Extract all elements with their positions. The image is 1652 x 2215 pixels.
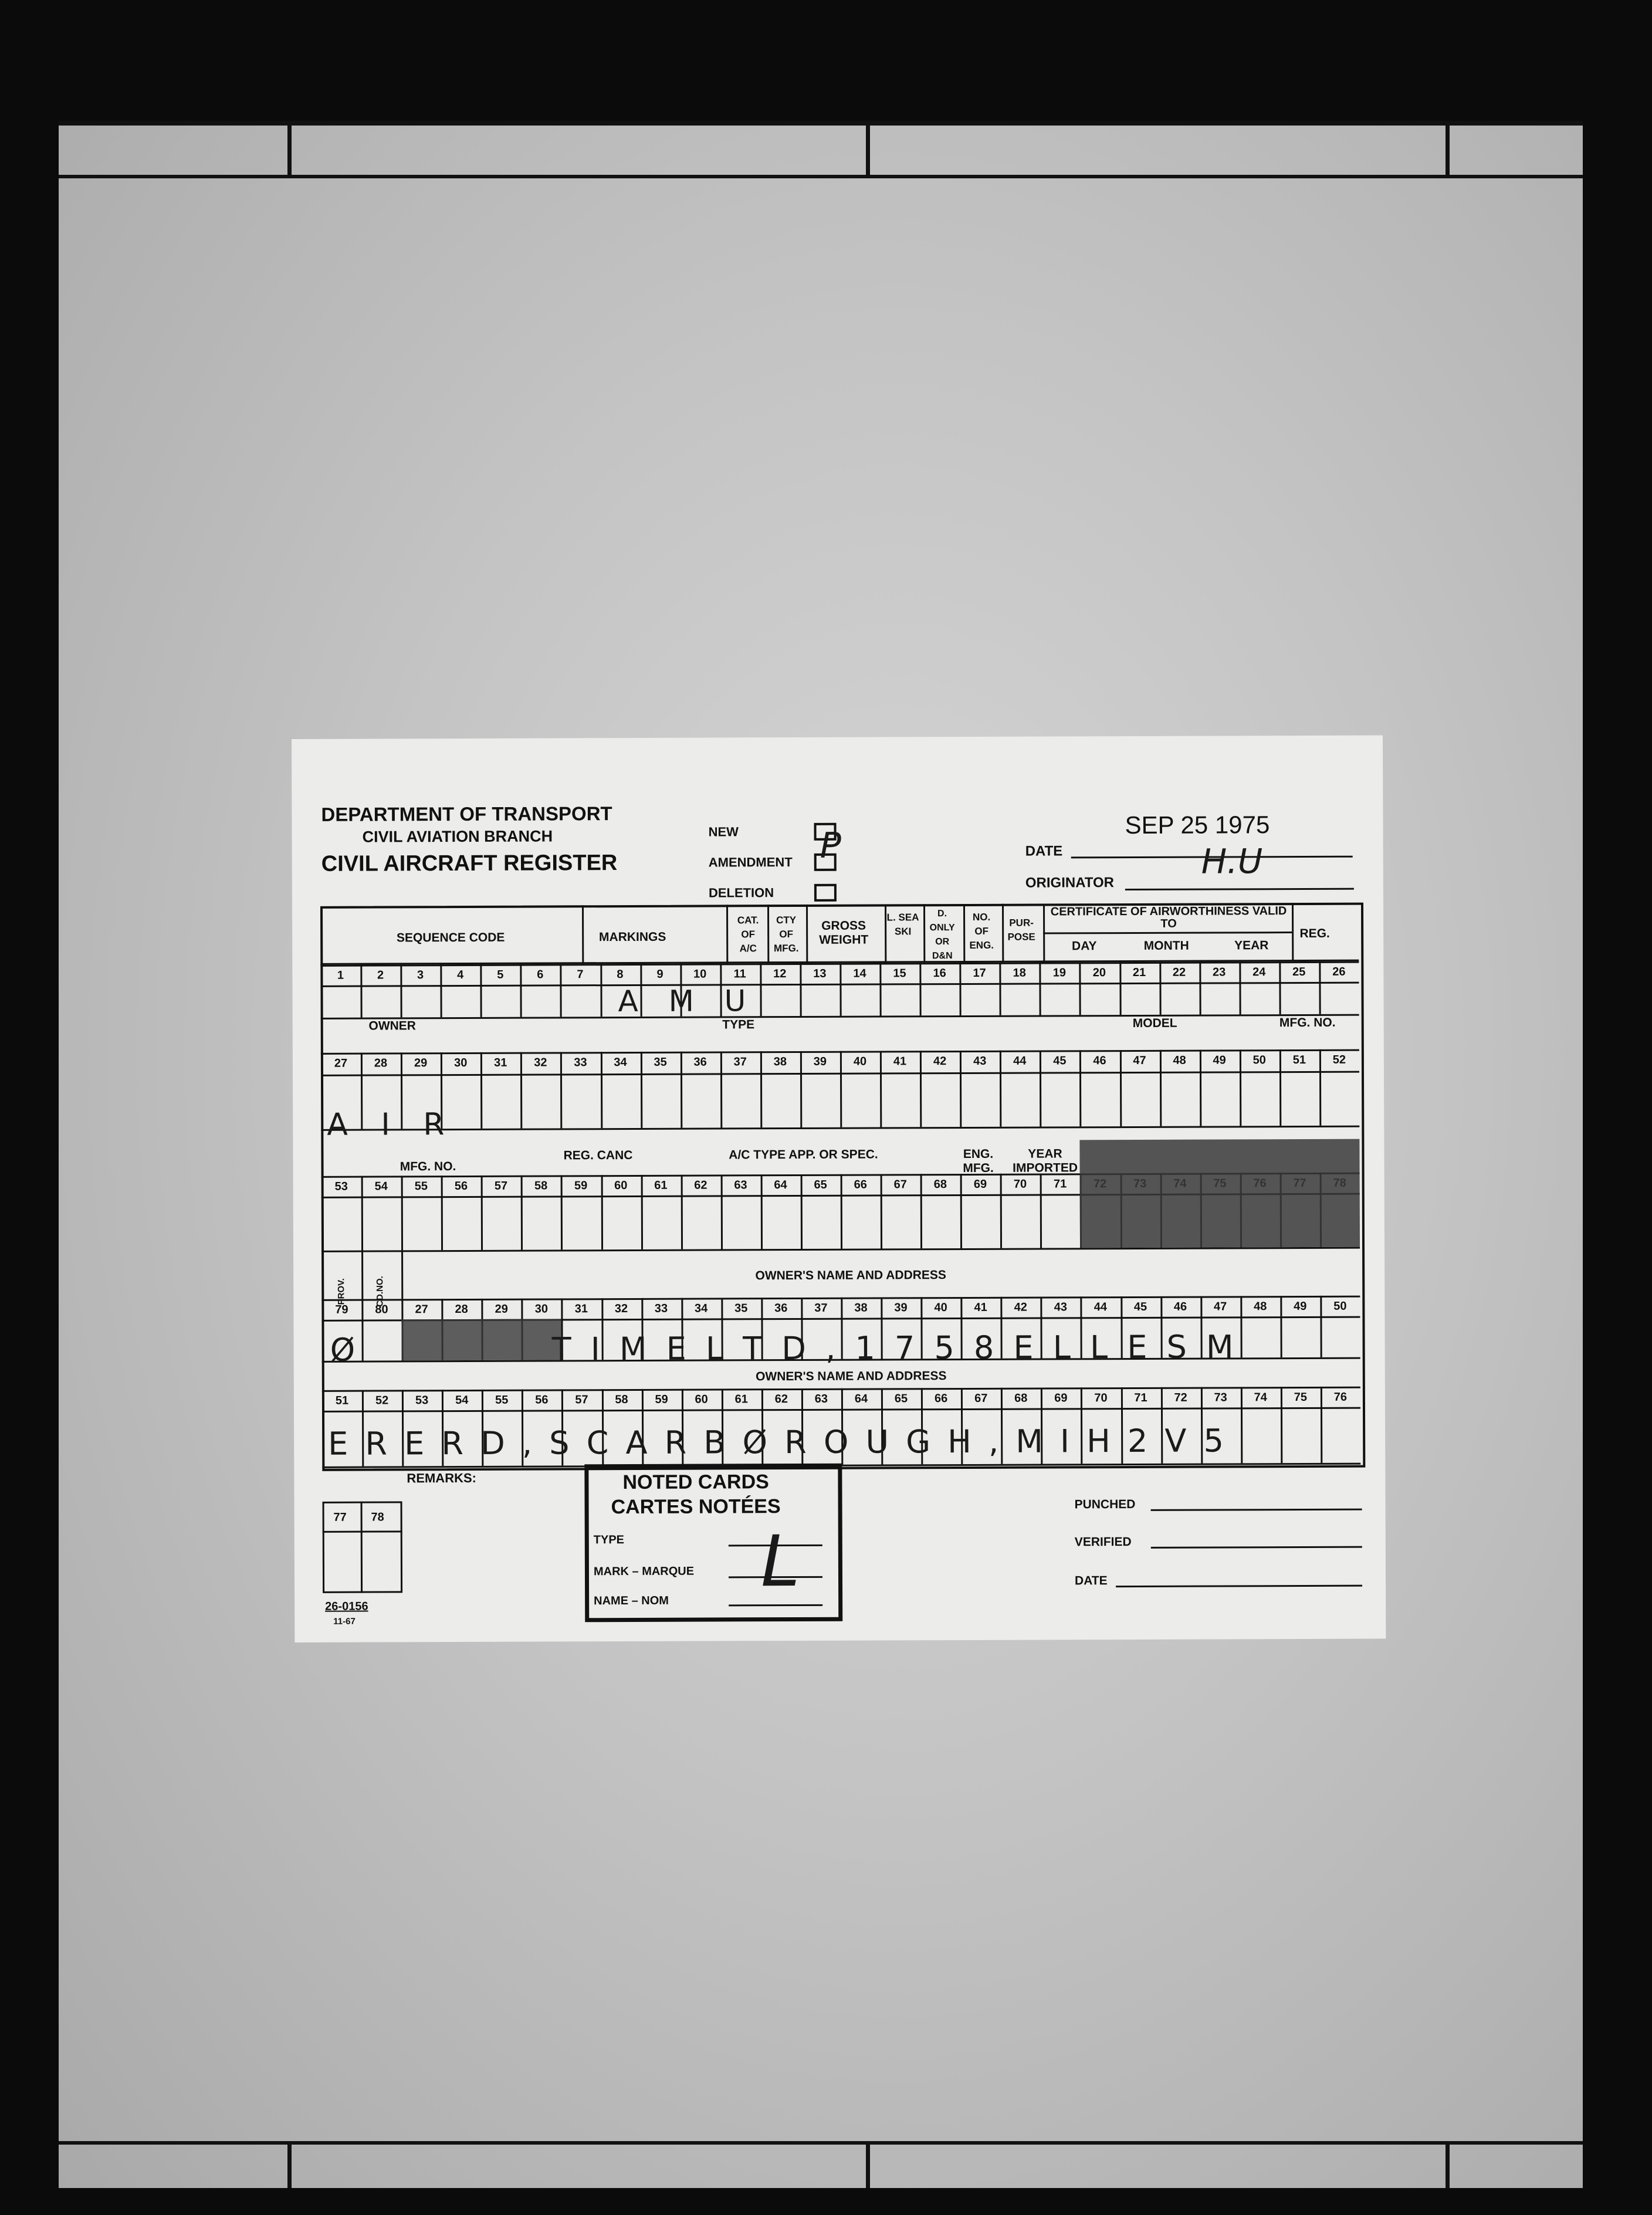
d-only-header: D. ONLY OR D&N <box>929 909 955 961</box>
cell-divider <box>801 1174 803 1249</box>
column-number: 70 <box>1094 1391 1108 1405</box>
owners-name-header: OWNER'S NAME AND ADDRESS <box>755 1268 946 1283</box>
cell-divider <box>480 1052 482 1129</box>
owner-header: OWNER <box>368 1019 416 1033</box>
column-number: 66 <box>934 1392 948 1405</box>
column-number: 39 <box>813 1055 827 1068</box>
column-number: 35 <box>734 1302 748 1315</box>
purpose-header: PUR- POSE <box>1007 917 1035 943</box>
column-number: 43 <box>1054 1300 1067 1314</box>
column-number: 2 <box>377 968 384 982</box>
column-number: 63 <box>814 1392 828 1405</box>
cell-divider <box>960 1174 962 1248</box>
stamp-title-1: NOTED CARDS <box>622 1471 769 1494</box>
reg-header: REG. <box>1299 926 1330 941</box>
cell-divider <box>800 963 801 1016</box>
cell-divider <box>841 1174 842 1249</box>
date-value: SEP 25 1975 <box>1125 811 1270 839</box>
cell-divider <box>641 1175 642 1249</box>
column-number: 4 <box>457 968 464 982</box>
column-number: 7 <box>577 968 584 981</box>
cell-divider <box>1000 963 1001 1015</box>
no-eng-header: NO. OF ENG. <box>969 911 994 951</box>
cell-divider <box>1319 961 1321 1014</box>
column-number: 22 <box>1172 966 1186 979</box>
day-header: DAY <box>1071 939 1097 953</box>
stamp-type-label: TYPE <box>593 1533 625 1547</box>
column-number: 25 <box>1292 965 1306 979</box>
column-number: 11 <box>733 967 746 981</box>
eng-mfg-header: ENG. MFG. <box>963 1147 994 1176</box>
stamp-initials: L <box>760 1520 801 1603</box>
column-number: 73 <box>1214 1391 1227 1404</box>
prov-value: Ø <box>330 1331 356 1369</box>
column-number: 3 <box>417 968 424 982</box>
cell-divider <box>441 964 442 1017</box>
shaded-block <box>1080 1139 1360 1248</box>
name-value: T I M E L T D , 1 7 5 8 E L L E S M <box>551 1328 1238 1368</box>
column-number: 60 <box>614 1179 628 1193</box>
column-number: 42 <box>1014 1300 1027 1314</box>
column-number: 65 <box>814 1178 827 1191</box>
column-number: 64 <box>854 1392 868 1405</box>
date-label: DATE <box>1025 843 1063 859</box>
cell-divider <box>360 965 362 1018</box>
column-number: 14 <box>853 967 866 980</box>
column-number: 71 <box>1134 1391 1147 1404</box>
cell-divider <box>520 964 522 1017</box>
column-number: 69 <box>1054 1391 1068 1405</box>
verified-line <box>1151 1546 1362 1549</box>
column-number: 33 <box>574 1056 587 1069</box>
column-number: 1 <box>337 968 344 982</box>
top-tick-1 <box>287 121 292 176</box>
owners-address-header: OWNER'S NAME AND ADDRESS <box>756 1369 947 1384</box>
stamp-mark-label: MARK – MARQUE <box>593 1564 695 1579</box>
column-number: 46 <box>1173 1300 1187 1313</box>
owner-value: A I R <box>327 1107 456 1143</box>
cell-divider <box>1000 1174 1002 1248</box>
column-number: 48 <box>1254 1300 1267 1313</box>
column-number: 34 <box>694 1302 708 1315</box>
column-number: 57 <box>494 1179 508 1193</box>
cell-divider <box>1119 962 1121 1015</box>
column-number: 76 <box>1333 1390 1348 1404</box>
column-number: 52 <box>375 1394 389 1407</box>
column-number: 24 <box>1252 966 1266 979</box>
column-number: 28 <box>374 1056 388 1070</box>
cell-divider <box>561 1175 563 1249</box>
cell-divider <box>1240 1296 1242 1357</box>
mfg-no-header-top: MFG. NO. <box>1279 1015 1336 1030</box>
cell-divider <box>920 1174 922 1248</box>
cell-divider <box>800 1051 802 1127</box>
cell-divider <box>560 1052 562 1128</box>
year-header: YEAR <box>1234 939 1269 953</box>
cell-divider <box>760 963 761 1016</box>
column-number: 30 <box>534 1302 548 1316</box>
column-number: 31 <box>494 1056 507 1069</box>
column-number: 48 <box>1173 1054 1186 1067</box>
column-number: 37 <box>814 1301 828 1315</box>
column-number: 74 <box>1254 1391 1267 1404</box>
prov-divider <box>361 1251 363 1299</box>
column-number: 55 <box>495 1393 509 1407</box>
column-number: 59 <box>574 1179 588 1193</box>
cell-divider <box>560 964 562 1017</box>
cell-divider <box>1240 1049 1241 1126</box>
column-number: 33 <box>654 1302 668 1315</box>
cell-divider <box>1241 1387 1243 1463</box>
register-title: CIVIL AIRCRAFT REGISTER <box>321 851 618 876</box>
branch-title: CIVIL AVIATION BRANCH <box>362 827 553 846</box>
cell-divider <box>1279 1049 1281 1126</box>
type-header: TYPE <box>722 1018 755 1032</box>
column-number: 26 <box>1332 965 1346 978</box>
amendment-mark: P <box>820 825 841 866</box>
column-number: 53 <box>334 1180 348 1193</box>
column-number: 10 <box>693 967 707 981</box>
cell-divider <box>1079 962 1081 1015</box>
cdno-header: CD.NO. <box>375 1276 385 1307</box>
column-number: 62 <box>694 1178 707 1192</box>
cell-divider <box>1119 1050 1121 1126</box>
sequence-code-header: SEQUENCE CODE <box>396 930 505 945</box>
verified-label: VERIFIED <box>1074 1535 1132 1549</box>
cell-divider <box>361 1299 363 1361</box>
address-value: E R E R D , S C A R B Ø R O U G H , M I H 2 V 5 <box>328 1422 1228 1462</box>
mfg-no-header: MFG. NO. <box>400 1160 456 1174</box>
column-number: 71 <box>1053 1177 1067 1191</box>
cell-divider <box>880 1051 882 1127</box>
gross-weight-header: GROSS WEIGHT <box>819 919 869 947</box>
divider <box>767 905 769 963</box>
cert-header: CERTIFICATE OF AIRWORTHINESS VALID TO <box>1050 905 1287 930</box>
stamp-line-3 <box>729 1604 822 1607</box>
column-number: 52 <box>1332 1053 1346 1066</box>
year-imported-header: YEAR IMPORTED <box>1013 1147 1078 1175</box>
cell-divider <box>640 1052 642 1128</box>
column-number: 16 <box>933 967 946 980</box>
deletion-checkbox[interactable] <box>814 884 837 902</box>
cell-divider <box>1000 1051 1001 1127</box>
column-number: 56 <box>454 1179 468 1193</box>
amendment-label: AMENDMENT <box>708 855 793 870</box>
cell-divider <box>480 964 482 1017</box>
cell-divider <box>1040 1051 1041 1127</box>
column-number: 51 <box>1292 1053 1306 1067</box>
column-number: 40 <box>934 1301 947 1315</box>
divider <box>726 905 728 963</box>
column-number: 75 <box>1294 1390 1307 1404</box>
column-number: 41 <box>974 1300 987 1314</box>
cell-divider <box>881 1174 882 1248</box>
cell-divider <box>840 1051 842 1127</box>
reg-canc-header: REG. CANC <box>563 1148 633 1163</box>
cell-divider <box>960 963 962 1015</box>
column-number: 69 <box>973 1177 987 1191</box>
column-number: 45 <box>1053 1054 1067 1068</box>
column-number: 58 <box>615 1393 628 1407</box>
cat-ac-header: CAT. OF A/C <box>737 915 759 954</box>
column-number: 6 <box>537 968 544 981</box>
cell-divider <box>720 1174 722 1249</box>
ac-type-header: A/C TYPE APP. OR SPEC. <box>729 1147 878 1162</box>
markings-header: MARKINGS <box>598 930 666 944</box>
cell-divider <box>1199 962 1201 1015</box>
column-number: 31 <box>574 1302 588 1316</box>
cell-divider <box>760 1174 762 1249</box>
column-number: 23 <box>1212 966 1226 979</box>
stamp-title-2: CARTES NOTÉES <box>611 1495 781 1519</box>
column-number: 8 <box>617 968 624 981</box>
divider <box>323 1530 402 1532</box>
column-number: 13 <box>813 967 827 980</box>
footer-date-line <box>1116 1585 1362 1587</box>
top-tick-3 <box>1446 121 1450 176</box>
cell-divider <box>681 1175 682 1249</box>
column-number: 28 <box>455 1302 468 1316</box>
column-number: 62 <box>774 1393 788 1406</box>
cell-divider <box>1040 1174 1042 1248</box>
cell-divider <box>681 1052 682 1128</box>
column-number: 32 <box>614 1302 628 1316</box>
cell-divider <box>481 1176 483 1250</box>
cell-divider <box>760 1051 762 1127</box>
cdno-divider <box>401 1250 403 1299</box>
cell-divider <box>1319 1049 1321 1126</box>
column-number: 50 <box>1252 1054 1266 1067</box>
column-number: 36 <box>774 1302 788 1315</box>
originator-line <box>1125 888 1354 890</box>
form-number: 26-0156 <box>325 1600 368 1613</box>
punched-label: PUNCHED <box>1074 1497 1136 1512</box>
top-tick-2 <box>866 121 870 176</box>
new-label: NEW <box>708 824 739 839</box>
column-number: 15 <box>893 967 906 980</box>
bottom-tick-3 <box>1446 2141 1450 2188</box>
column-number: 60 <box>695 1393 708 1406</box>
form-date: 11-67 <box>333 1616 356 1627</box>
cell-divider <box>1281 1387 1282 1463</box>
column-number: 58 <box>534 1179 548 1193</box>
cell-divider <box>1079 1050 1081 1126</box>
column-number: 38 <box>773 1055 787 1069</box>
remarks-label: REMARKS: <box>407 1470 477 1486</box>
divider <box>1292 903 1294 961</box>
column-number: 49 <box>1213 1054 1226 1067</box>
column-number: 37 <box>733 1055 747 1069</box>
column-number: 61 <box>734 1393 748 1406</box>
column-number: 44 <box>1013 1054 1027 1068</box>
column-number: 47 <box>1213 1300 1227 1313</box>
column-number: 54 <box>455 1393 469 1407</box>
column-number: 49 <box>1294 1299 1307 1313</box>
l-sea-ski-header: L. SEA SKI <box>886 912 919 937</box>
column-number: 43 <box>973 1054 987 1068</box>
column-number: 55 <box>414 1180 428 1193</box>
column-number: 9 <box>656 967 663 981</box>
cell-divider <box>1040 963 1041 1015</box>
stamp-name-label: NAME – NOM <box>594 1594 669 1608</box>
column-number: 30 <box>454 1056 468 1070</box>
column-number: 63 <box>734 1178 747 1192</box>
column-number: 40 <box>853 1055 867 1068</box>
cell-divider <box>839 963 841 1016</box>
column-number: 34 <box>614 1056 627 1069</box>
column-number: 79 <box>335 1303 348 1316</box>
cell-divider <box>920 1051 922 1127</box>
column-number: 35 <box>654 1055 667 1069</box>
column-number: 61 <box>654 1178 668 1192</box>
cell-divider <box>600 1052 602 1128</box>
column-number: 45 <box>1133 1300 1147 1313</box>
cell-divider <box>441 1176 443 1250</box>
column-number: 39 <box>894 1301 908 1315</box>
column-number: 56 <box>535 1393 549 1407</box>
cell-divider <box>1321 1387 1322 1463</box>
deletion-label: DELETION <box>708 885 774 900</box>
column-number: 44 <box>1094 1300 1108 1314</box>
divider <box>582 905 584 964</box>
cell-divider <box>1320 1296 1322 1357</box>
cell-divider <box>919 963 921 1015</box>
column-number: 29 <box>495 1302 508 1316</box>
divider <box>361 1502 363 1593</box>
month-header: MONTH <box>1143 939 1189 953</box>
cell-divider <box>521 1176 523 1250</box>
cell-divider <box>1159 1050 1161 1126</box>
column-number: 18 <box>1013 966 1026 980</box>
bottom-tick-1 <box>287 2141 292 2188</box>
cell-divider <box>520 1052 522 1129</box>
cell-divider <box>879 963 881 1015</box>
column-number: 65 <box>894 1392 908 1405</box>
cell-divider <box>600 964 602 1017</box>
cell-divider <box>1239 961 1241 1014</box>
column-number: 20 <box>1092 966 1106 980</box>
column-number: 64 <box>774 1178 787 1192</box>
column-number: 72 <box>1174 1391 1187 1404</box>
column-number: 42 <box>933 1055 947 1068</box>
column-number: 67 <box>893 1178 907 1191</box>
column-number: 27 <box>334 1056 348 1070</box>
column-number: 68 <box>933 1178 947 1191</box>
column-number: 32 <box>534 1056 547 1069</box>
prov-header: PROV. <box>336 1278 347 1305</box>
column-number: 27 <box>415 1303 428 1316</box>
originator-value: H.U <box>1201 841 1263 882</box>
column-number: 68 <box>1014 1391 1028 1405</box>
cty-mfg-header: CTY OF MFG. <box>773 914 799 954</box>
column-number: 57 <box>575 1393 588 1407</box>
originator-label: ORIGINATOR <box>1025 875 1115 891</box>
column-number: 54 <box>374 1180 388 1193</box>
column-number: 5 <box>497 968 504 981</box>
markings-value: A M U <box>618 984 757 1019</box>
column-number: 41 <box>893 1055 907 1068</box>
cell-divider <box>400 964 402 1017</box>
cell-divider <box>1200 1050 1201 1126</box>
cell-divider <box>361 1176 363 1251</box>
shaded-cells <box>402 1319 562 1360</box>
column-number: 36 <box>693 1055 707 1069</box>
footer-date-label: DATE <box>1074 1574 1108 1588</box>
cell-divider <box>1280 1296 1282 1357</box>
cell-divider <box>960 1051 962 1127</box>
cell-divider <box>601 1175 602 1249</box>
bottom-tick-2 <box>866 2141 870 2188</box>
column-number: 12 <box>773 967 787 981</box>
cell-divider <box>1279 961 1281 1014</box>
column-number: 59 <box>655 1393 668 1406</box>
column-number: 17 <box>973 966 986 980</box>
column-number: 53 <box>415 1394 429 1407</box>
column-number: 51 <box>335 1394 349 1407</box>
column-number: 38 <box>854 1301 868 1315</box>
column-number: 50 <box>1333 1299 1347 1313</box>
punched-line <box>1151 1509 1362 1511</box>
column-number: 80 <box>375 1303 388 1316</box>
model-header: MODEL <box>1132 1016 1177 1030</box>
column-number: 67 <box>974 1391 988 1405</box>
column-number: 29 <box>414 1056 428 1070</box>
num-77: 77 <box>333 1510 347 1524</box>
divider <box>806 905 808 963</box>
column-number: 70 <box>1013 1177 1027 1191</box>
num-78: 78 <box>371 1510 384 1524</box>
column-number: 19 <box>1052 966 1066 980</box>
department-title: DEPARTMENT OF TRANSPORT <box>321 802 612 825</box>
column-number: 47 <box>1133 1054 1146 1067</box>
cell-divider <box>720 1051 722 1127</box>
column-number: 66 <box>854 1178 867 1191</box>
column-number: 46 <box>1093 1054 1106 1068</box>
cell-divider <box>1159 962 1161 1015</box>
register-card <box>292 736 1386 1642</box>
cell-divider <box>401 1176 403 1250</box>
column-number: 21 <box>1132 966 1146 979</box>
